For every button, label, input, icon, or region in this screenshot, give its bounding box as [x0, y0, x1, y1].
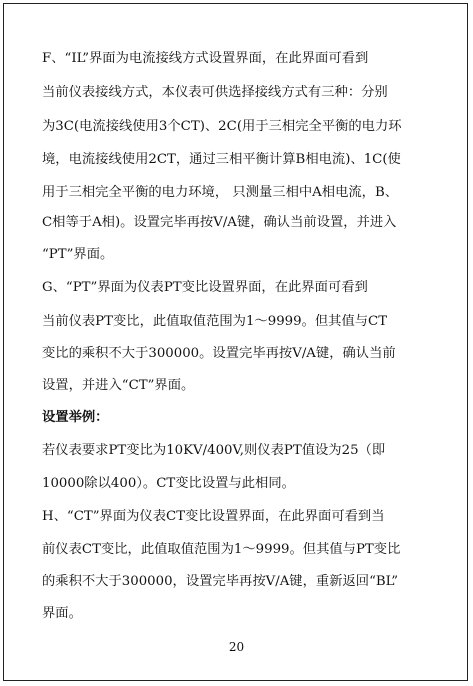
paragraph-f-line-7: “PT”界面。 [42, 247, 114, 262]
paragraph-h-line-3: 的乘积不大于300000，设置完毕再按V/A键，重新返回“BL” [42, 574, 399, 589]
page-number: 20 [228, 640, 245, 654]
paragraph-f-line-4: 境，电流接线使用2CT，通过三相平衡计算B相电流)、1C(使 [42, 152, 401, 167]
paragraph-f-line-1: F、“IL”界面为电流接线方式设置界面，在此界面可看到 [42, 51, 369, 66]
example-line-2: 10000除以400）。CT变比设置与此相同。 [42, 476, 295, 491]
paragraph-f-line-6: C相等于A相)。设置完毕再按V/A键，确认当前设置，并进入 [42, 215, 397, 230]
paragraph-g-line-1: G、“PT”界面为仪表PT变比设置界面，在此界面可看到 [42, 280, 368, 295]
paragraph-f-line-2: 当前仪表接线方式，本仪表可供选择接线方式有三种：分别 [42, 85, 388, 100]
paragraph-g-line-4: 设置，并进入“CT”界面。 [42, 378, 195, 393]
paragraph-g-line-3: 变比的乘积不大于300000。设置完毕再按V/A键，确认当前 [42, 346, 396, 361]
paragraph-g-line-2: 当前仪表PT变比，此值取值范围为1～9999。但其值与CT [42, 314, 388, 329]
example-heading: 设置举例： [42, 410, 109, 425]
paragraph-h-line-4: 界面。 [42, 606, 82, 621]
paragraph-h-line-2: 前仪表CT变比，此值取值范围为1～9999。但其值与PT变比 [42, 542, 401, 557]
paragraph-h-line-1: H、“CT”界面为仪表CT变比设置界面，在此界面可看到当 [42, 509, 385, 524]
paragraph-f-line-5: 用于三相完全平衡的电力环境， 只测量三相中A相电流，B、 [42, 185, 399, 200]
example-line-1: 若仪表要求PT变比为10KV/400V,则仪表PT值设为25（即 [42, 443, 386, 458]
paragraph-f-line-3: 为3C(电流接线使用3个CT)、2C(用于三相完全平衡的电力环 [42, 119, 402, 134]
